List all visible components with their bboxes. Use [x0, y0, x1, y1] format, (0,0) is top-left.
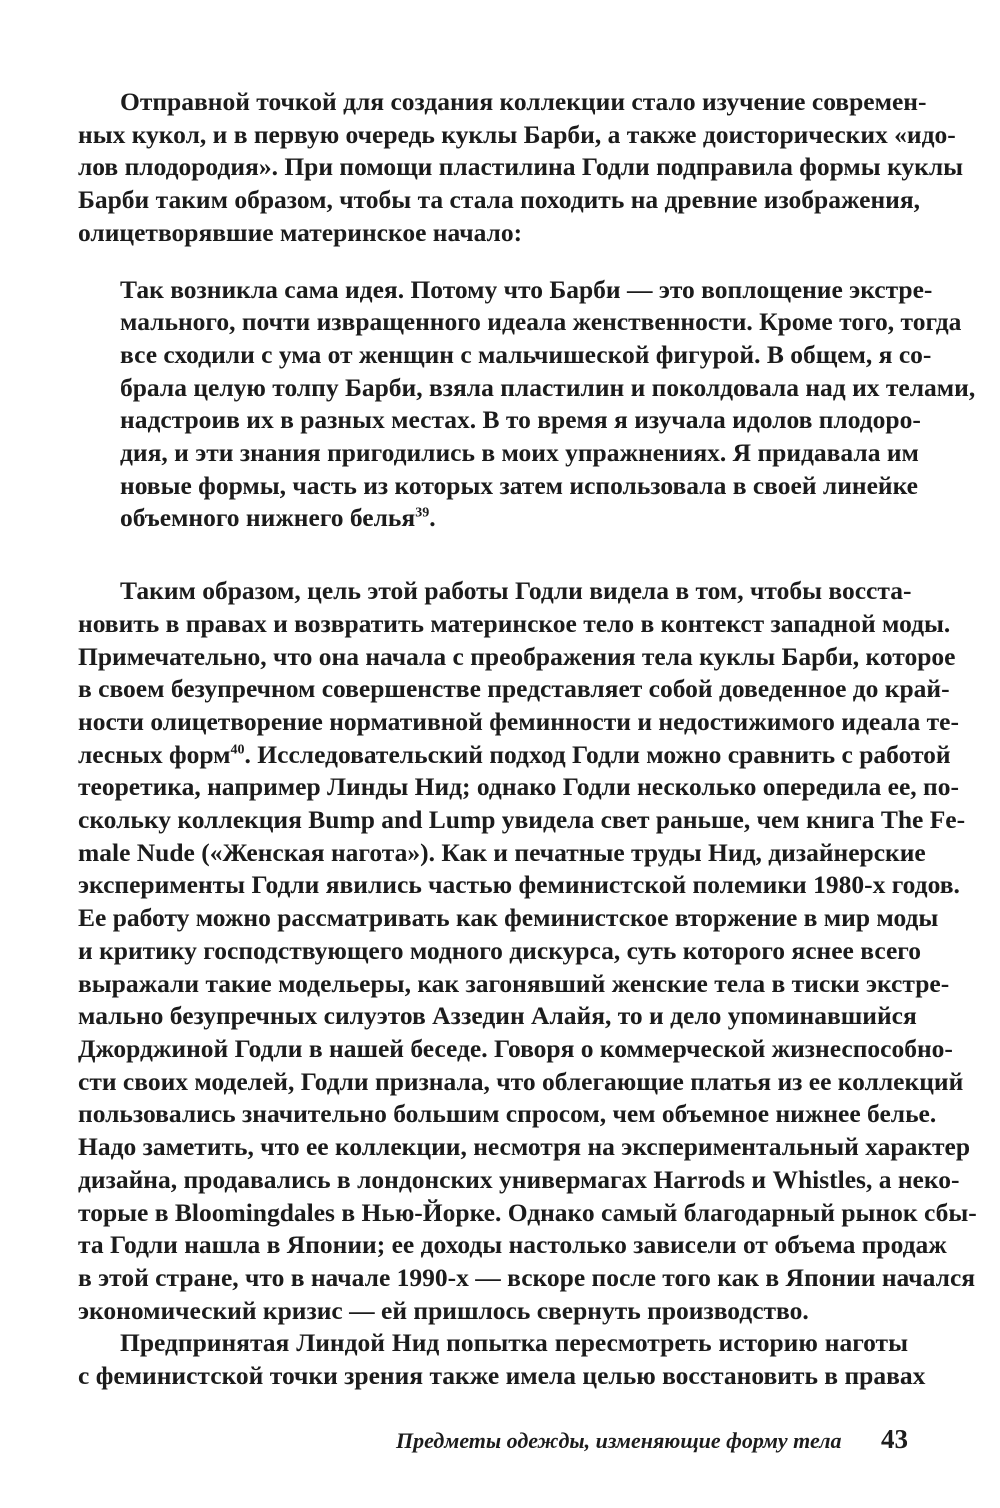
running-head: Предметы одежды, изменяющие форму тела: [396, 1428, 842, 1453]
block-quote: [120, 274, 976, 536]
text-line: олицетворявшие материнское начало:: [78, 217, 523, 247]
text-line: Предпринятая Линдой Нид попытка пересмотреть историю наготы: [120, 1328, 908, 1358]
text-line: [78, 739, 951, 772]
text-line: Отправной точкой для создания коллекции стало изучение современ-: [120, 87, 927, 116]
text-line: новить в правах и возвратить материнское тело в контекст западной моды.: [78, 608, 951, 638]
footnote-ref-40[interactable]: 40: [230, 742, 245, 758]
text-line: и критику господствующего модного дискурса, суть которого яснее всего: [78, 935, 921, 965]
text-line: Надо заметить, что ее коллекции, несмотря на экспериментальный характер: [78, 1132, 971, 1162]
text-line: в этой стране, что в начале 1990-х — вскоре после того как в Японии начался: [78, 1262, 976, 1292]
text-line: Ее работу можно рассматривать как феминистское вторжение в мир моды: [78, 903, 939, 933]
text-line: Примечательно, что она начала с преображения тела куклы Барби, которое: [78, 641, 956, 671]
text-line: выражали такие модельеры, как загонявший женские тела в тиски экстре-: [78, 968, 950, 998]
page-footer: [396, 1424, 908, 1464]
text-line: скольку коллекция Bump and Lump увидела свет раньше, чем книга The Fe-: [78, 805, 966, 835]
text-line: теоретика, например Линды Нид; однако Годли несколько опередила ее, по-: [78, 772, 959, 802]
paragraph-2: [78, 575, 977, 1327]
text-line: лов плодородия». При помощи пластилина Годли подправила формы куклы: [78, 152, 964, 182]
text-fragment: . Исследовательский подход Годли можно сравнить с работой: [244, 739, 951, 769]
text-line: [120, 502, 908, 535]
text-line: та Годли нашла в Японии; ее доходы настолько зависели от объема продаж: [78, 1230, 947, 1260]
text-line: мально безупречных силуэтов Аззедин Алайя, то и дело упоминавшийся: [78, 1001, 917, 1031]
page-body: [78, 86, 977, 1393]
text-line: ных кукол, и в первую очередь куклы Барби, а также доисторических «идо-: [78, 119, 956, 149]
footnote-ref-39[interactable]: 39: [415, 505, 430, 521]
text-line: Таким образом, цель этой работы Годли видела в том, чтобы восста-: [120, 576, 912, 606]
text-line: Так возникла сама идея. Потому что Барби — это воплощение экстре-: [120, 274, 933, 304]
text-line: Барби таким образом, чтобы та стала походить на древние изображения,: [78, 185, 921, 215]
text-fragment: лесных форм: [78, 739, 231, 769]
paragraph-1: [78, 86, 964, 250]
text-line: все сходили с ума от женщин с мальчишеской фигурой. В общем, я со-: [120, 339, 932, 369]
text-fragment: объемного нижнего белья: [120, 503, 416, 533]
text-line: в своем безупречном совершенстве представляет собой доведенное до край-: [78, 674, 950, 704]
text-fragment: .: [429, 503, 436, 533]
text-line: пользовались значительно большим спросом, чем объемное нижнее белье.: [78, 1099, 937, 1129]
text-line: брала целую толпу Барби, взяла пластилин и поколдовала над их телами,: [120, 372, 976, 402]
page-number: 43: [881, 1424, 908, 1454]
text-line: Джорджиной Годли в нашей беседе. Говоря о коммерческой жизнеспособно-: [78, 1033, 953, 1063]
paragraph-3: [78, 1327, 926, 1392]
text-line: мального, почти извращенного идеала женственности. Кроме того, тогда: [120, 307, 962, 337]
text-line: дизайна, продавались в лондонских универмагах Harrods и Whistles, а неко-: [78, 1164, 960, 1194]
text-line: новые формы, часть из которых затем использовала в своей линейке: [120, 470, 918, 500]
text-line: надстроив их в разных местах. В то время я изучала идолов плодоро-: [120, 405, 921, 435]
text-line: экономический кризис — ей пришлось свернуть производство.: [78, 1295, 809, 1325]
text-line: с феминистской точки зрения также имела целью восстановить в правах: [78, 1361, 926, 1391]
text-line: торые в Bloomingdales в Нью-Йорке. Однако самый благодарный рынок сбы-: [78, 1197, 977, 1227]
text-line: ности олицетворение нормативной феминности и недостижимого идеала те-: [78, 706, 959, 736]
text-line: эксперименты Годли явились частью феминистской полемики 1980-х годов.: [78, 870, 960, 900]
text-line: сти своих моделей, Годли признала, что облегающие платья из ее коллекций: [78, 1066, 964, 1096]
text-line: дия, и эти знания пригодились в моих упражнениях. Я придавала им: [120, 438, 919, 468]
text-line: male Nude («Женская нагота»). Как и печатные труды Нид, дизайнерские: [78, 837, 926, 867]
